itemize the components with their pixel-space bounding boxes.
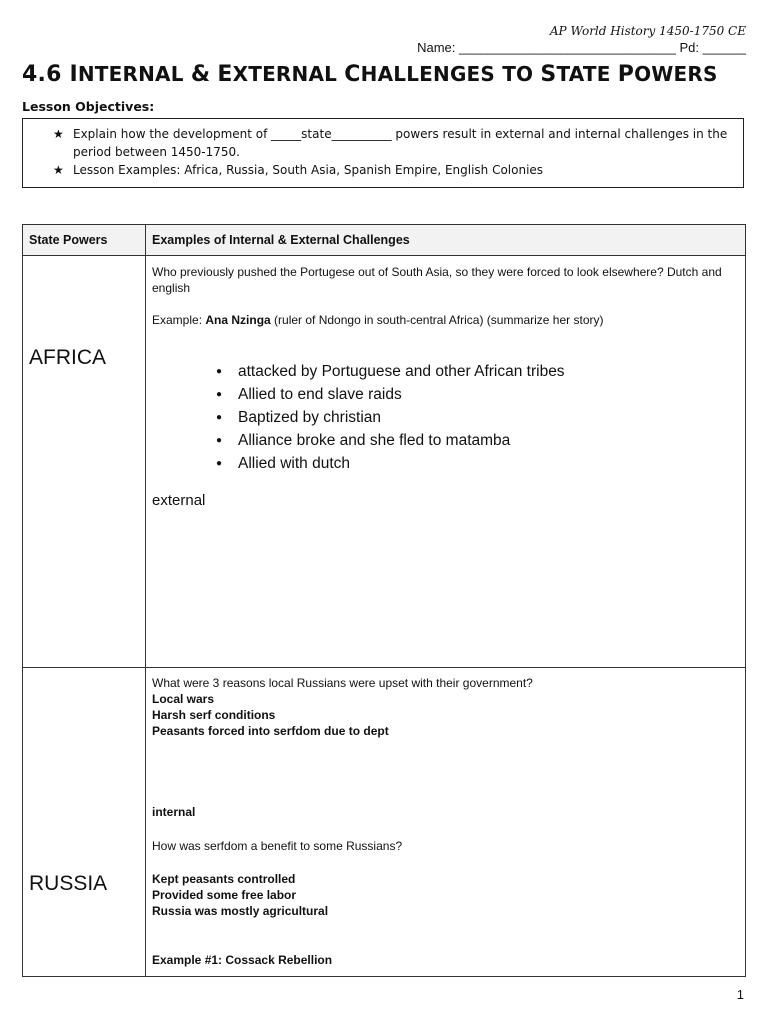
answer-cell-russia [146, 668, 746, 977]
russia-answer: Peasants forced into serfdom due to dept [152, 724, 389, 738]
russia-answer: Kept peasants controlled [152, 872, 296, 886]
header-examples: Examples of Internal & External Challenges [146, 225, 746, 256]
region-name-russia: RUSSIA [29, 872, 108, 895]
russia-answer: Local wars [152, 692, 215, 706]
table-row-africa [23, 256, 746, 668]
objectives-label: Lesson Objectives: [22, 99, 155, 114]
africa-example: Example: Ana Nzinga (ruler of Ndongo in south-central Africa) (summarize her story) [152, 313, 604, 327]
objective-item: ★ Lesson Examples: Africa, Russia, South Asia, Spanish Empire, English Colonies [53, 163, 544, 177]
russia-example: Example #1: Cossack Rebellion [152, 953, 333, 967]
table-row-russia [23, 668, 746, 977]
table-header-row [23, 225, 746, 256]
russia-note: internal [152, 805, 196, 819]
list-item: ● Allied with dutch [216, 452, 565, 475]
list-item: ● Allied to end slave raids [216, 383, 565, 406]
title-words [69, 62, 717, 86]
title-word: TO [502, 62, 534, 86]
list-item: ● Alliance broke and she fled to matamba [216, 429, 565, 452]
africa-bullet-list [216, 360, 565, 475]
title-word: EXTERNAL [217, 62, 338, 87]
course-label: AP World History 1450-1750 CE [549, 24, 746, 38]
title-word: & [190, 62, 211, 87]
list-item: ● attacked by Portuguese and other African tribes [216, 360, 565, 383]
africa-question: Who previously pushed the Portugese out of South Asia, so they were forced to look elsewhere? Dutch and english [152, 265, 722, 295]
objectives-box [22, 118, 744, 188]
russia-question-1: What were 3 reasons local Russians were upset with their government? [152, 676, 533, 690]
title-word: STATE [540, 62, 611, 87]
name-period-line: Name: ______________________________ Pd: ______ [417, 40, 746, 55]
title-word: POWERS [617, 62, 718, 87]
objective-item: ★ Explain how the development of _____state__________ powers result in external and internal challenges in the period between 1450-1750. [53, 127, 728, 159]
star-bullet-icon: ★ [53, 163, 64, 177]
page-number: 1 [736, 987, 744, 1002]
answer-cell-africa [146, 256, 746, 668]
region-cell-russia [23, 668, 146, 977]
list-item: ● Baptized by christian [216, 406, 565, 429]
russia-answer: Harsh serf conditions [152, 708, 276, 722]
russia-answer: Russia was mostly agricultural [152, 904, 329, 918]
title-prefix: 4.6 [22, 62, 70, 87]
africa-note: external [152, 492, 206, 509]
region-name-africa: AFRICA [29, 346, 107, 369]
star-bullet-icon: ★ [53, 127, 64, 141]
title-word: CHALLENGES [344, 62, 496, 87]
header-state-powers: State Powers [23, 225, 146, 256]
region-cell-africa [23, 256, 146, 668]
challenges-table [22, 224, 746, 977]
title-word: INTERNAL [69, 62, 184, 87]
page-title [22, 62, 718, 87]
russia-answer: Provided some free labor [152, 888, 297, 902]
russia-question-2: How was serfdom a benefit to some Russians? [152, 839, 403, 853]
